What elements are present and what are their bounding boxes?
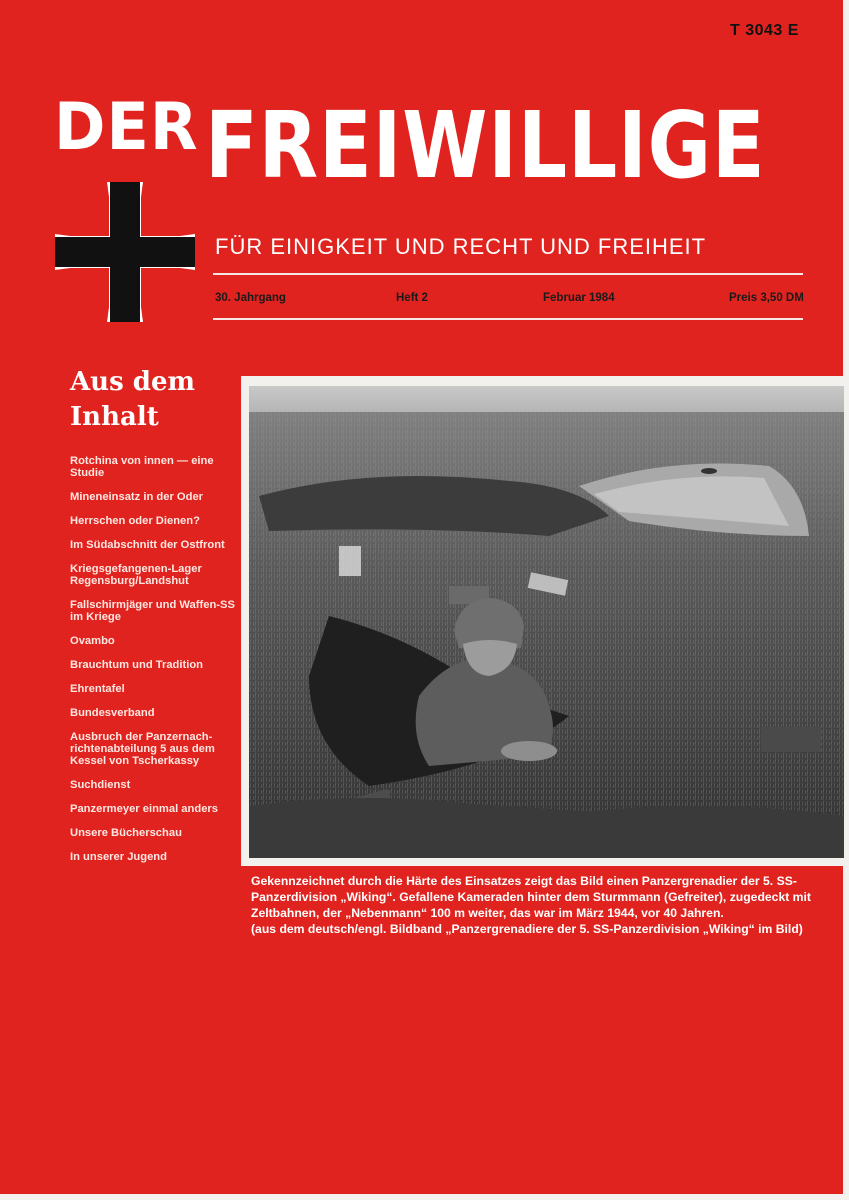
masthead-title: FREIWILLIGE bbox=[205, 92, 766, 199]
caption-text: Gekennzeichnet durch die Härte des Einsatzes zeigt das Bild einen Panzergrenadier der 5. SS-Panzerdivision „Wiking“. Gefallene Kameraden hinter dem Sturmmann (Gefreiter), zugedeckt mit Zeltbahnen, der „Nebenmann“ 100 m weiter, das war im März 1944, vor 40 Jahren. bbox=[251, 874, 811, 920]
photo-caption bbox=[251, 873, 836, 937]
masthead-prefix: DER bbox=[54, 88, 199, 165]
masthead-rule-bottom bbox=[213, 318, 803, 320]
iron-cross-icon bbox=[55, 182, 195, 322]
toc-heading: Aus dem Inhalt bbox=[70, 367, 195, 432]
toc-item: Suchdienst bbox=[70, 779, 131, 791]
catalog-code: T 3043 E bbox=[730, 22, 799, 39]
toc-list bbox=[70, 455, 238, 875]
toc-item: Kriegsgefangenen-Lager Regensburg/Landshut bbox=[70, 563, 202, 587]
issue-number: Heft 2 bbox=[396, 292, 428, 304]
toc-item: Unsere Bücherschau bbox=[70, 827, 182, 839]
cover-photo-frame bbox=[241, 376, 849, 866]
toc-item: Mineneinsatz in der Oder bbox=[70, 491, 204, 503]
masthead-rule-top bbox=[213, 273, 803, 275]
toc-item: Brauchtum und Tradition bbox=[70, 659, 204, 671]
toc-item: Rotchina von innen — eine Studie bbox=[70, 455, 214, 479]
issue-date: Februar 1984 bbox=[543, 292, 615, 304]
toc-item: Im Südabschnitt der Ostfront bbox=[70, 539, 225, 551]
toc-item: Panzermeyer einmal anders bbox=[70, 803, 218, 815]
toc-item: Bundesverband bbox=[70, 707, 155, 719]
soldier-trench-photo bbox=[249, 386, 844, 858]
caption-source: (aus dem deutsch/engl. Bildband „Panzergrenadiere der 5. SS-Panzerdivision „Wiking“ im Bild) bbox=[251, 922, 803, 936]
toc-item: Ovambo bbox=[70, 635, 115, 647]
masthead-tagline: FÜR EINIGKEIT UND RECHT UND FREIHEIT bbox=[215, 234, 707, 259]
toc-item: Herrschen oder Dienen? bbox=[70, 515, 200, 527]
toc-item: Ehrentafel bbox=[70, 683, 125, 695]
issue-volume: 30. Jahrgang bbox=[215, 292, 286, 304]
page-edge-bottom bbox=[0, 1194, 849, 1200]
toc-item: Fallschirmjäger und Waffen-SS im Kriege bbox=[70, 599, 235, 623]
toc-item: Ausbruch der Panzernach-richtenabteilung 5 aus dem Kessel von Tscherkassy bbox=[70, 731, 215, 767]
toc-item: In unserer Jugend bbox=[70, 851, 167, 863]
issue-price: Preis 3,50 DM bbox=[729, 292, 804, 304]
